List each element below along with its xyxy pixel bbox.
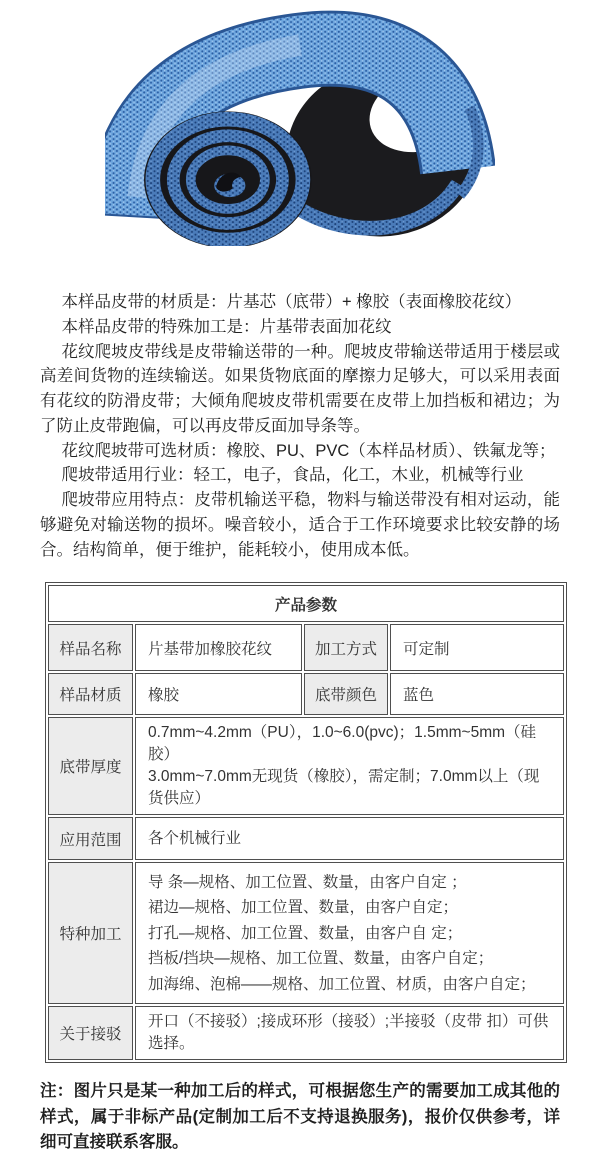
- table-row: [48, 862, 564, 1004]
- param-value-splicing: [135, 1006, 564, 1060]
- table-row: [48, 624, 564, 671]
- description-paragraph-material: 本样品皮带的材质是：片基芯（底带）+ 橡胶（表面橡胶花纹）: [61, 293, 522, 311]
- value-line: 挡板/挡块—规格、加工位置、数量，由客户自定；: [148, 950, 494, 967]
- footnote: 注：图片只是某一种加工后的样式，可根据您生产的需要加工成其他的样式，属于非标产品(定制加工后不支持退换服务)，报价仅供参考，详细可直接联系客服。: [40, 1082, 560, 1152]
- description-paragraph-processing: 本样品皮带的特殊加工是：片基带表面加花纹: [61, 317, 392, 336]
- product-parameters-table: [45, 582, 567, 1063]
- value-line: 开口（不接驳）;接成环形（接驳）;半接驳（皮带 扣）可供选择。: [148, 1013, 549, 1053]
- table-row: [48, 1006, 564, 1060]
- description-paragraph-intro: 花纹爬坡皮带线是皮带输送带的一种。爬坡皮带输送带适用于楼层或高差间货物的连续输送。如果货物底面的摩擦力足够大，可以采用表面有花纹的防滑皮带；大倾角爬坡皮带机需要在皮带上加挡板和裙边；为了防止皮带跑偏，可以再皮带反面加导条等。: [40, 342, 560, 435]
- value-line: 裙边—规格、加工位置、数量，由客户自定；: [148, 899, 459, 916]
- param-value-sample-name: 片基带加橡胶花纹: [135, 624, 302, 671]
- param-label-processing-method: 加工方式: [304, 624, 388, 671]
- table-row: [48, 673, 564, 715]
- value-line: 打孔—规格、加工位置、数量，由客户自 定；: [148, 924, 463, 942]
- product-description: [40, 290, 560, 562]
- belt-roll-illustration: [105, 6, 495, 246]
- description-paragraph-materials-options: 花纹爬坡带可选材质：橡胶、PU、PVC（本样品材质）、铁氟龙等；: [61, 441, 556, 460]
- table-title-row: [48, 585, 564, 622]
- param-label-splicing: 关于接驳: [48, 1006, 133, 1060]
- param-value-processing-method: 可定制: [390, 624, 564, 671]
- param-label-application-scope: 应用范围: [48, 817, 133, 860]
- product-photo: [0, 6, 600, 250]
- value-line: 3.0mm~7.0mm无现货（橡胶），需定制；7.0mm以上（现货供应）: [148, 768, 540, 808]
- param-value-sample-material: 橡胶: [135, 673, 302, 715]
- table-row: [48, 817, 564, 860]
- param-value-base-thickness: [135, 717, 564, 815]
- param-label-base-thickness: 底带厚度: [48, 717, 133, 815]
- belt-spiral-coils: [144, 111, 312, 246]
- value-line: 各个机械行业: [148, 829, 242, 847]
- param-label-sample-name: 样品名称: [48, 624, 133, 671]
- param-value-special-processing: [135, 862, 564, 1004]
- value-line: 0.7mm~4.2mm（PU），1.0~6.0(pvc)；1.5mm~5mm（硅胶）: [148, 724, 537, 764]
- param-label-special-processing: 特种加工: [48, 862, 133, 1004]
- description-paragraph-industries: 爬坡带适用行业：轻工，电子，食品，化工，木业，机械等行业: [61, 466, 524, 485]
- table-row: [48, 717, 564, 815]
- param-label-sample-material: 样品材质: [48, 673, 133, 715]
- param-value-base-color: 蓝色: [390, 673, 564, 715]
- table-title: 产品参数: [48, 585, 564, 622]
- description-paragraph-features: 爬坡带应用特点：皮带机输送平稳，物料与输送带没有相对运动，能够避免对输送物的损坏。噪音较小，适合于工作环境要求比较安静的场合。结构简单，便于维护，能耗较小，使用成本低。: [40, 491, 560, 559]
- value-line: 导 条—规格、加工位置、数量，由客户自定 ；: [148, 873, 467, 891]
- param-value-application-scope: [135, 817, 564, 860]
- param-label-base-color: 底带颜色: [304, 673, 388, 715]
- value-line: 加海绵、泡棉——规格、加工位置、材质，由客户自定；: [148, 975, 536, 993]
